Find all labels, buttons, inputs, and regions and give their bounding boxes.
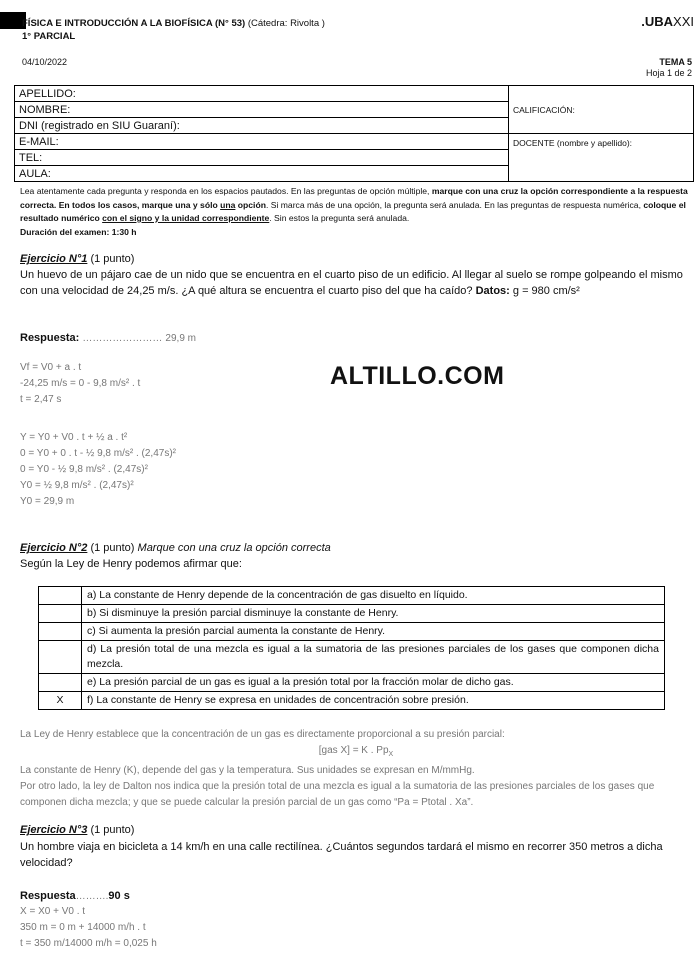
ex2-options-table <box>38 586 665 710</box>
aula-field[interactable]: AULA: <box>15 166 509 182</box>
ex1-solution-1 <box>20 360 140 408</box>
solution-line: Y0 = ½ 9,8 m/s² . (2,47s)² <box>20 480 134 491</box>
explanation-2: La constante de Henry (K), depende del gas y la temperatura. Sus unidades se expresan en M/mmHg. <box>20 765 475 776</box>
ex3-title: Ejercicio N°3 (1 punto) <box>20 824 135 836</box>
option-row <box>39 623 665 641</box>
option-row <box>39 641 665 674</box>
option-a-text: a) La constante de Henry depende de la concentración de gas disuelto en líquido. <box>82 587 665 605</box>
option-row <box>39 692 665 710</box>
solution-line: Vf = V0 + a . t <box>20 362 82 373</box>
ex3-answer: Respuesta……….90 s <box>20 890 130 902</box>
docente-field[interactable]: DOCENTE (nombre y apellido): <box>509 134 694 182</box>
option-row <box>39 605 665 623</box>
ex2-intro: Según la Ley de Henry podemos afirmar que: <box>20 558 242 570</box>
solution-line: 0 = Y0 - ½ 9,8 m/s² . (2,47s)² <box>20 464 148 475</box>
option-b-checkbox[interactable] <box>39 605 82 623</box>
ex1-answer: Respuesta: …………………… 29,9 m <box>20 332 196 344</box>
option-a-checkbox[interactable] <box>39 587 82 605</box>
exam-name: 1° PARCIAL <box>22 31 76 42</box>
ex2-explanation <box>20 727 692 811</box>
uba-logo: .UBAXXI <box>641 14 694 29</box>
tel-field[interactable]: TEL: <box>15 150 509 166</box>
watermark: ALTILLO.COM <box>330 362 505 390</box>
exam-date: 04/10/2022 <box>22 57 68 67</box>
option-d-text: d) La presión total de una mezcla es igual a la sumatoria de las presiones parciales de los gases que componen dicha mezcla. <box>82 641 665 674</box>
option-f-text: f) La constante de Henry se expresa en unidades de concentración sobre presión. <box>82 692 665 710</box>
explanation-3: Por otro lado, la ley de Dalton nos indica que la presión total de una mezcla es igual a la sumatoria de las presiones parciales de los gases que componen dicha mezcla; y que se puede calcular la presión parcial de un gas como “Pa = Ptotal . Xa”. <box>20 781 655 808</box>
solution-line: Y = Y0 + V0 . t + ½ a . t² <box>20 432 128 443</box>
henry-formula: [gas X] = K . $Pp_X$ <box>318 745 394 758</box>
instructions: Lea atentamente cada pregunta y responda en los espacios pautados. En las preguntas de opción múltiple, marque con una cruz la opción correspondiente a la respuesta correcta. En todos los casos, marque una y sólo una opción. Si marca más de una opción, la pregunta será anulada. En las preguntas de respuesta numérica, coloque el resultado numérico con el signo y la unidad correspondiente. Sin estos la pregunta será anulada. Duración del examen: 1:30 h <box>20 186 688 237</box>
option-c-text: c) Si aumenta la presión parcial aumenta la constante de Henry. <box>82 623 665 641</box>
ex1-statement: Un huevo de un pájaro cae de un nido que se encuentra en el cuarto piso de un edificio. Al llegar al suelo se rompe golpeando el mismo con una velocidad de 24,25 m/s. ¿A qué altura se encuentra el cuarto piso del que ha caído? Datos: g = 980 cm/s² <box>20 269 683 297</box>
option-e-checkbox[interactable] <box>39 674 82 692</box>
solution-line: 350 m = 0 m + 14000 m/h . t <box>20 922 146 933</box>
email-field[interactable]: E-MAIL: <box>15 134 509 150</box>
apellido-field[interactable]: APELLIDO: <box>15 86 509 102</box>
option-row <box>39 674 665 692</box>
solution-line: X = X0 + V0 . t <box>20 906 86 917</box>
option-e-text: e) La presión parcial de un gas es igual a la presión total por la fracción molar de dicho gas. <box>82 674 665 692</box>
page-number: Hoja 1 de 2 <box>645 68 692 78</box>
ex2-title: Ejercicio N°2 (1 punto) Marque con una cruz la opción correcta <box>20 542 331 554</box>
solution-line: Y0 = 29,9 m <box>20 496 75 507</box>
option-f-checkbox[interactable]: X <box>39 692 82 710</box>
calificacion-field[interactable]: CALIFICACIÓN: <box>509 86 694 134</box>
solution-line: 0 = Y0 + 0 . t - ½ 9,8 m/s² . (2,47s)² <box>20 448 176 459</box>
option-c-checkbox[interactable] <box>39 623 82 641</box>
solution-line: t = 2,47 s <box>20 394 62 405</box>
student-info-form <box>14 85 694 182</box>
solution-line: t = 350 m/14000 m/h = 0,025 h <box>20 938 157 949</box>
tema-label: TEMA 5 <box>659 57 692 67</box>
dni-field[interactable]: DNI (registrado en SIU Guaraní): <box>15 118 509 134</box>
ex1-solution-2 <box>20 430 176 510</box>
nombre-field[interactable]: NOMBRE: <box>15 102 509 118</box>
explanation-1: La Ley de Henry establece que la concentración de un gas es directamente proporcional a su presión parcial: <box>20 729 505 740</box>
option-row <box>39 587 665 605</box>
duration: Duración del examen: 1:30 h <box>20 226 137 237</box>
option-d-checkbox[interactable] <box>39 641 82 674</box>
course-title: FÍSICA E INTRODUCCIÓN A LA BIOFÍSICA (N° 53) (Cátedra: Rivolta ) <box>22 18 325 29</box>
option-b-text: b) Si disminuye la presión parcial disminuye la constante de Henry. <box>82 605 665 623</box>
ex1-title: Ejercicio N°1 (1 punto) <box>20 253 135 265</box>
solution-line: -24,25 m/s = 0 - 9,8 m/s² . t <box>20 378 141 389</box>
ex3-solution <box>20 904 157 952</box>
ex3-statement: Un hombre viaja en bicicleta a 14 km/h en una calle rectilínea. ¿Cuántos segundos tardará el mismo en recorrer 350 metros a dicha velocidad? <box>20 841 663 869</box>
